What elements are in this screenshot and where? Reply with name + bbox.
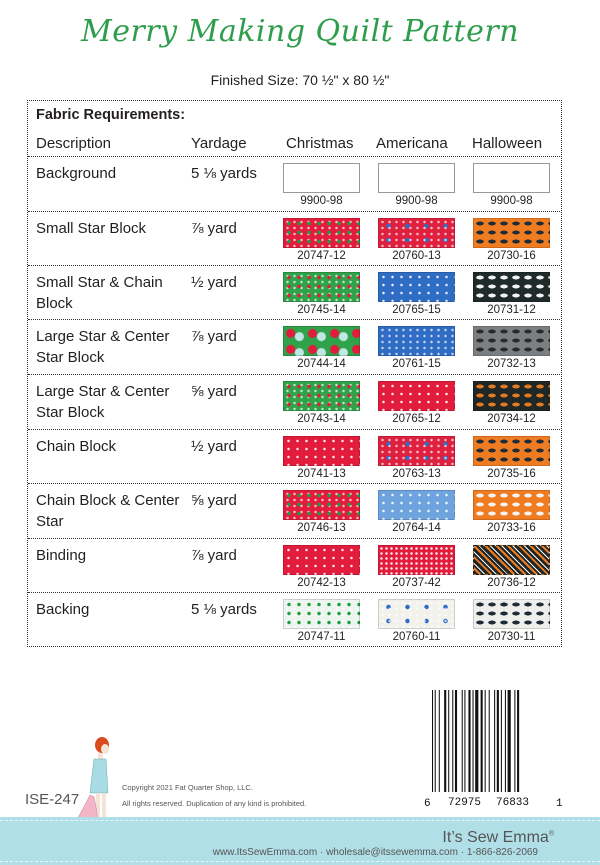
fabric-swatch-americana	[378, 218, 455, 248]
row-yardage: ⅞ yard	[191, 328, 237, 345]
fabric-code-halloween: 20730-11	[487, 631, 536, 643]
row-description: Small Star Block	[36, 220, 147, 237]
row-yardage: 5 ⅛ yards	[191, 601, 257, 618]
fabric-swatch-americana	[378, 163, 455, 193]
fabric-code-christmas: 20745-14	[297, 304, 346, 316]
fabric-code-halloween: 20736-12	[487, 577, 536, 589]
fabric-swatch-halloween	[473, 599, 550, 629]
fabric-swatch-christmas	[283, 326, 360, 356]
fabric-swatch-christmas	[283, 272, 360, 302]
table-row	[28, 319, 560, 374]
table-row	[28, 538, 560, 592]
fabric-swatch-halloween	[473, 163, 550, 193]
fabric-swatch-americana	[378, 490, 455, 520]
fabric-code-halloween: 20735-16	[487, 468, 536, 480]
column-header-description: Description	[36, 135, 112, 152]
row-description: Chain Block	[36, 438, 117, 455]
fabric-code-halloween: 20730-16	[487, 250, 536, 262]
rights-text: All rights reserved. Duplication of any kind is prohibited.	[122, 799, 307, 808]
fabric-requirements-table	[27, 100, 562, 647]
row-description: Background	[36, 165, 117, 182]
table-row	[28, 374, 560, 429]
fabric-swatch-halloween	[473, 272, 550, 302]
row-description: Large Star & Center Star Block	[36, 383, 170, 421]
row-yardage: ⅝ yard	[191, 492, 237, 509]
fabric-code-christmas: 20742-13	[297, 577, 346, 589]
column-header-christmas: Christmas	[286, 135, 354, 152]
row-description: Backing	[36, 601, 90, 618]
table-row	[28, 265, 560, 319]
fabric-code-americana: 20765-12	[392, 413, 441, 425]
row-yardage: ½ yard	[191, 274, 237, 291]
contact-line: www.ItsSewEmma.com · wholesale@itssewemma.com · 1-866-826-2069	[212, 847, 538, 858]
fabric-swatch-christmas	[283, 381, 360, 411]
brand-name: It’s Sew Emma®	[442, 829, 554, 846]
barcode-digits-group-2: 76833	[496, 797, 530, 809]
fabric-code-americana: 20763-13	[392, 468, 441, 480]
row-yardage: ½ yard	[191, 438, 237, 455]
row-yardage: ⅞ yard	[191, 220, 237, 237]
row-description: Chain Block & Center Star	[36, 492, 180, 530]
fabric-swatch-halloween	[473, 381, 550, 411]
fabric-swatch-christmas	[283, 218, 360, 248]
fabric-code-americana: 9900-98	[395, 195, 438, 207]
row-description: Large Star & Center Star Block	[36, 328, 170, 366]
fabric-code-americana: 20764-14	[392, 522, 441, 534]
fabric-swatch-christmas	[283, 490, 360, 520]
fabric-swatch-americana	[378, 326, 455, 356]
table-row	[28, 429, 560, 483]
fabric-code-americana: 20765-15	[392, 304, 441, 316]
fabric-code-halloween: 20733-16	[487, 522, 536, 534]
stitch-line-top	[0, 820, 600, 821]
column-header-halloween: Halloween	[472, 135, 543, 152]
row-yardage: 5 ⅛ yards	[191, 165, 257, 182]
fabric-code-christmas: 9900-98	[300, 195, 343, 207]
fabric-swatch-christmas	[283, 545, 360, 575]
row-yardage: ⅝ yard	[191, 383, 237, 400]
fabric-swatch-christmas	[283, 163, 360, 193]
fabric-swatch-halloween	[473, 436, 550, 466]
barcode-digit-right: 1	[556, 798, 563, 810]
fabric-code-christmas: 20741-13	[297, 468, 346, 480]
pattern-sku: ISE-247	[25, 791, 80, 808]
fabric-swatch-halloween	[473, 326, 550, 356]
registered-mark: ®	[548, 830, 554, 838]
row-description: Binding	[36, 547, 87, 564]
copyright-text: Copyright 2021 Fat Quarter Shop, LLC.	[122, 783, 253, 792]
row-yardage: ⅞ yard	[191, 547, 237, 564]
finished-size: Finished Size: 70 ½" x 80 ½"	[210, 72, 390, 88]
fabric-swatch-halloween	[473, 490, 550, 520]
fabric-code-americana: 20760-13	[392, 250, 441, 262]
fabric-swatch-americana	[378, 272, 455, 302]
column-header-yardage: Yardage	[191, 135, 247, 152]
row-description: Small Star & Chain Block	[36, 274, 163, 312]
column-header-americana: Americana	[376, 135, 448, 152]
fabric-swatch-christmas	[283, 599, 360, 629]
fabric-swatch-halloween	[473, 218, 550, 248]
fabric-code-christmas: 20744-14	[297, 358, 346, 370]
table-row	[28, 211, 560, 265]
fabric-swatch-americana	[378, 599, 455, 629]
fabric-code-halloween: 9900-98	[490, 195, 533, 207]
fabric-code-christmas: 20746-13	[297, 522, 346, 534]
fabric-swatch-americana	[378, 436, 455, 466]
fabric-code-christmas: 20747-12	[297, 250, 346, 262]
table-row	[28, 592, 560, 647]
fabric-code-halloween: 20734-12	[487, 413, 536, 425]
fabric-code-halloween: 20731-12	[487, 304, 536, 316]
fabric-code-christmas: 20743-14	[297, 413, 346, 425]
fabric-swatch-halloween	[473, 545, 550, 575]
table-row	[28, 156, 560, 211]
stitch-line-bottom	[0, 861, 600, 862]
fabric-code-christmas: 20747-11	[297, 631, 346, 643]
fabric-code-halloween: 20732-13	[487, 358, 536, 370]
fabric-swatch-christmas	[283, 436, 360, 466]
barcode-digits-group-1: 72975	[448, 797, 482, 809]
table-row	[28, 483, 560, 538]
table-heading: Fabric Requirements:	[36, 107, 186, 123]
fabric-code-americana: 20760-11	[392, 631, 441, 643]
fabric-code-americana: 20737-42	[392, 577, 441, 589]
fabric-swatch-americana	[378, 381, 455, 411]
pattern-title: Merry Making Quilt Pattern	[80, 14, 520, 49]
barcode-digit-left: 6	[424, 798, 431, 810]
fabric-swatch-americana	[378, 545, 455, 575]
fabric-code-americana: 20761-15	[392, 358, 441, 370]
upc-barcode	[432, 690, 550, 795]
